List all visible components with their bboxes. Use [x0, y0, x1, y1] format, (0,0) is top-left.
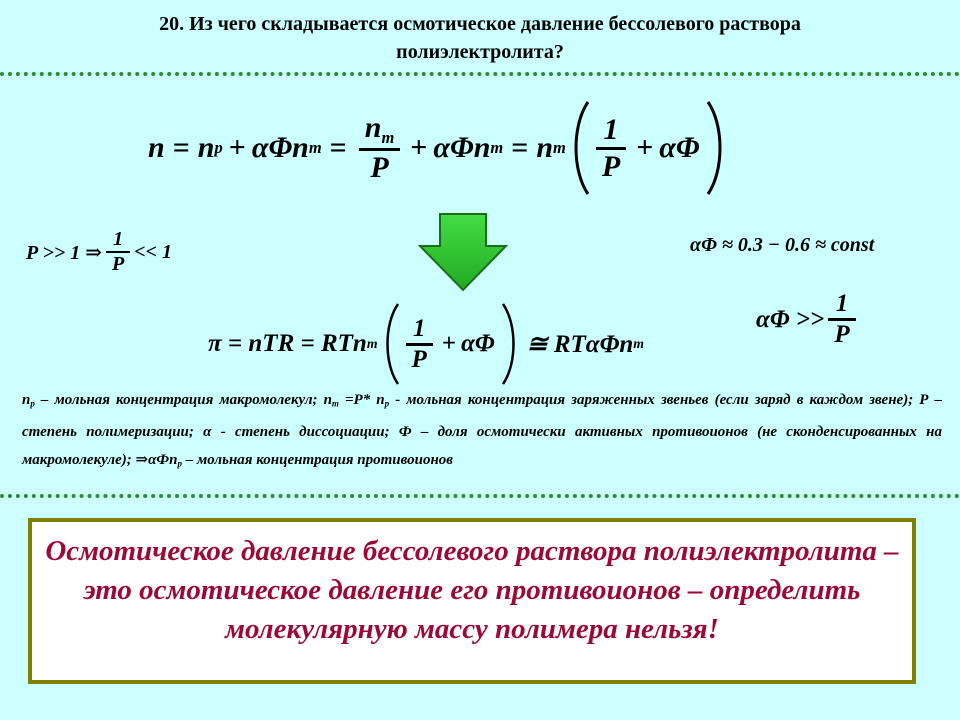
eq-plus-1: + — [228, 131, 246, 164]
eq-nm-1: n — [292, 131, 309, 164]
pi-sub-m-2: m — [633, 336, 644, 351]
condition-right-2 — [756, 290, 860, 349]
conclusion-text: Осмотическое давление бессолевого раствора полиэлектролита – это осмотическое давление его противоионов – определить молекулярную массу полимера нельзя! — [45, 535, 899, 645]
equation-pi — [208, 300, 644, 388]
cond-left-num: 1 — [113, 228, 124, 250]
right-paren-icon — [704, 100, 726, 196]
cond-left-rel: << 1 — [134, 240, 173, 263]
cond-left-den: P — [106, 251, 130, 276]
cond-right-const: const — [830, 234, 875, 256]
pi-frac-num: 1 — [412, 314, 426, 342]
eq-alphaphi-2: αΦ — [433, 131, 474, 164]
frac2-num: 1 — [603, 112, 619, 146]
eq-equals-2: = — [329, 131, 347, 164]
pi-sub-m-1: m — [366, 336, 378, 351]
pi-right-paren-icon — [499, 302, 519, 386]
pi-fraction — [406, 315, 433, 374]
divider-bottom — [0, 494, 960, 498]
pi-plus: + — [441, 330, 457, 357]
eq-nm-sub-1: m — [308, 138, 322, 157]
eq-nm-3: n — [536, 131, 554, 164]
legend-paragraph — [22, 386, 942, 477]
pi-left-paren-icon — [382, 302, 402, 386]
eq-nm-2: n — [473, 131, 491, 164]
eq-equals-3: = — [511, 131, 529, 164]
eq-alphaphi-1: αΦ — [251, 131, 293, 164]
legend-t2: =P* — [338, 392, 377, 408]
cond2-text: αΦ >> — [756, 305, 825, 333]
eq-plus-3: + — [636, 131, 654, 164]
eq-plus-2: + — [410, 131, 428, 164]
frac-num-sub: m — [381, 127, 395, 147]
condition-left — [26, 228, 172, 276]
conclusion-box — [28, 518, 916, 684]
slide-title — [0, 10, 960, 66]
legend-t4: - степень диссоциации; Ф – доля осмотически активных противоионов (не сконденсированных на макромолекуле); — [22, 423, 942, 468]
frac2-den: P — [596, 147, 626, 184]
legend-np2: n — [376, 392, 385, 408]
legend-t5-sub: p — [177, 458, 182, 469]
legend-t5: ⇒αФn — [135, 451, 178, 468]
eq-equals-1: = — [172, 131, 190, 164]
legend-alpha: α — [203, 423, 212, 440]
legend-t1: – мольная концентрация макромолекул; — [34, 392, 324, 408]
down-arrow-icon — [418, 212, 508, 292]
legend-t6: – мольная концентрация противоионов — [182, 451, 454, 468]
eq-n: n — [148, 131, 165, 164]
pi-left: π = nTR = RTn — [208, 330, 367, 357]
cond2-num: 1 — [835, 290, 849, 317]
pi-alphaphi: αΦ — [461, 330, 495, 357]
eq-alphaphi-3: αΦ — [659, 131, 700, 164]
cond2-fraction — [828, 290, 855, 349]
cond-left-fraction — [106, 228, 130, 276]
legend-np: n — [22, 392, 31, 408]
equation-main — [148, 100, 726, 196]
legend-np-sub: p — [30, 398, 35, 409]
cond2-den: P — [828, 318, 855, 349]
eq-nm-sub-2: m — [490, 138, 504, 157]
eq-nm-sub-3: m — [553, 138, 566, 157]
legend-np2-sub: p — [384, 398, 390, 409]
title-line-2: полиэлектролита? — [396, 41, 564, 63]
legend-nm: n — [323, 392, 332, 408]
divider-top — [0, 72, 960, 76]
legend-t3: - мольная концентрация заряженных звеньев (если заряд в каждом звене); Р – степень полимеризации; — [22, 392, 942, 440]
eq-np-sub: p — [214, 138, 223, 157]
pi-frac-den: P — [406, 343, 433, 374]
eq-fraction-nm-p — [359, 111, 401, 185]
left-paren-icon — [570, 100, 592, 196]
eq-fraction-1-p — [596, 113, 626, 184]
cond-left-text: P >> 1 ⇒ — [26, 241, 103, 264]
legend-nm-sub: m — [331, 398, 339, 409]
condition-right — [690, 234, 874, 257]
eq-np: n — [197, 131, 215, 164]
title-line-1: 20. Из чего складывается осмотическое давление бессолевого раствора — [159, 13, 801, 35]
frac-den-p: P — [359, 148, 401, 185]
frac-num-n: n — [364, 111, 382, 145]
cond-right-text: αΦ ≈ 0.3 − 0.6 ≈ — [690, 234, 826, 256]
pi-approx: ≅ RTαΦn — [526, 331, 634, 358]
